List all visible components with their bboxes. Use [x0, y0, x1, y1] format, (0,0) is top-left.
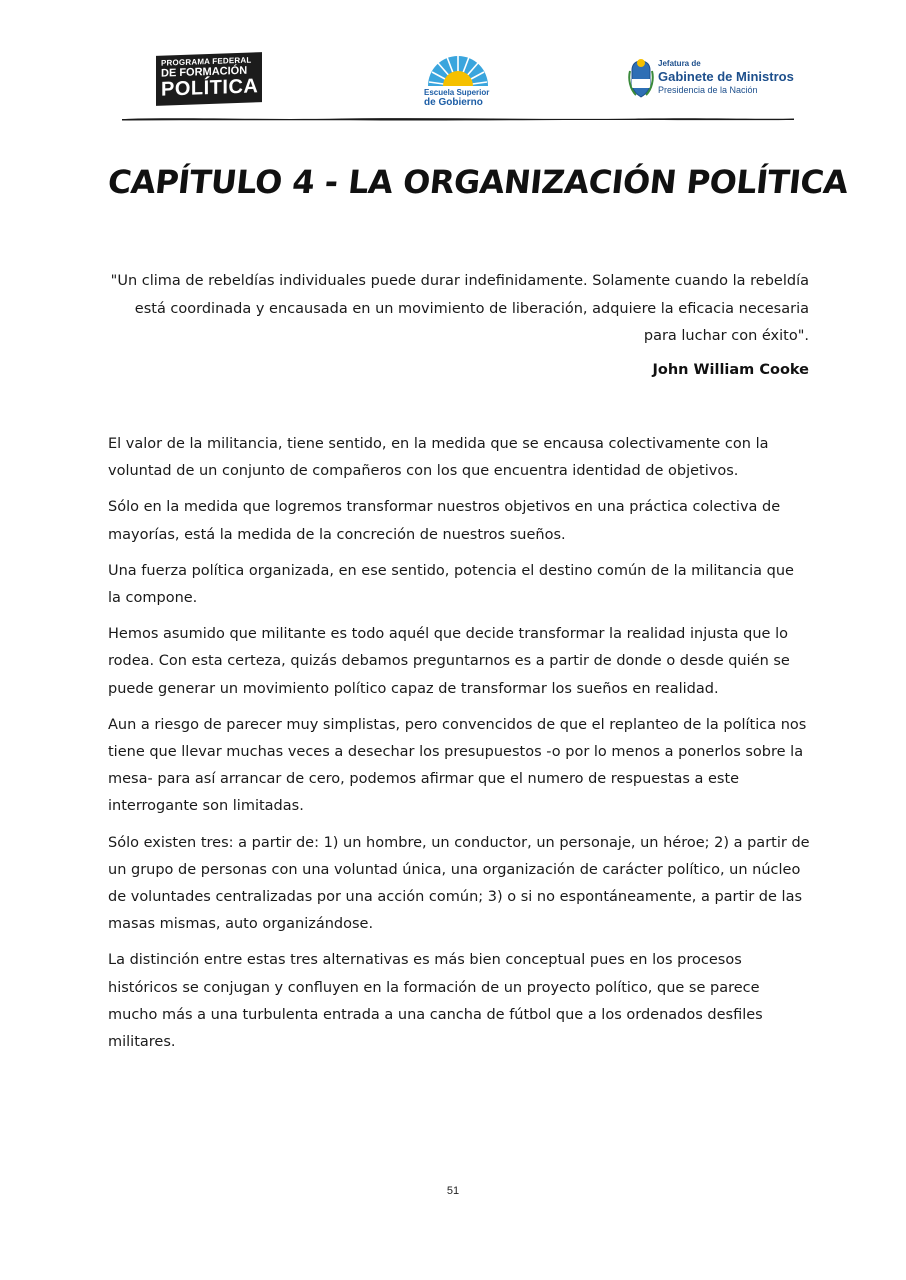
paragraph: La distinción entre estas tres alternativas es más bien conceptual pues en los procesos históricos se conjugan y confluyen en la formación de un proyecto político, que se parece mucho más a una turbulenta entrada a una cancha de fútbol que a los ordenados desfiles militares. [108, 952, 763, 1051]
page-header [0, 0, 906, 125]
chapter-title: CAPÍTULO 4 - LA ORGANIZACIÓN POLÍTICA [106, 163, 850, 201]
sun-rays-icon [420, 52, 495, 90]
header-divider [122, 116, 794, 121]
logo-pff-line1: PROGRAMA FEDERAL [161, 55, 252, 68]
logo-esg-line2: de Gobierno [424, 97, 483, 108]
epigraph-author: John William Cooke [652, 362, 809, 378]
logo-jgm-line1: Jefatura de [658, 59, 701, 68]
logo-pff-line3: POLÍTICA [161, 75, 259, 101]
coat-of-arms-icon [628, 57, 654, 99]
paragraph: El valor de la militancia, tiene sentido, en la medida que se encausa colectivamente con la voluntad de un conjunto de compañeros con los que encuentra identidad de objetivos. [108, 436, 769, 480]
page-number: 51 [446, 1185, 460, 1197]
body-text [108, 431, 810, 1065]
paragraph: Sólo en la medida que logremos transformar nuestros objetivos en una práctica colectiva de mayorías, está la medida de la concreción de nuestros sueños. [108, 499, 781, 543]
jefatura-gabinete-logo [628, 57, 794, 101]
paragraph: Sólo existen tres: a partir de: 1) un hombre, un conductor, un personaje, un héroe; 2) a partir de un grupo de personas con una voluntad única, una organización de carácter político, un núcleo de voluntades centralizadas por una acción común; 3) o si no espontáneamente, a partir de las masas mismas, auto organizándose. [108, 834, 810, 933]
programa-federal-logo [156, 52, 262, 106]
logo-jgm-line2: Gabinete de Ministros [658, 69, 794, 84]
logo-esg-line1: Escuela Superior [424, 88, 490, 97]
escuela-superior-logo [420, 52, 495, 110]
logo-jgm-line3: Presidencia de la Nación [658, 85, 758, 95]
epigraph-quote: "Un clima de rebeldías individuales puede durar indefinidamente. Solamente cuando la rebeldía está coordinada y encausada en un movimiento de liberación, adquiere la eficacia necesaria para luchar con éxito". [110, 273, 809, 344]
paragraph: Una fuerza política organizada, en ese sentido, potencia el destino común de la militancia que la compone. [108, 562, 794, 607]
paragraph: Hemos asumido que militante es todo aquél que decide transformar la realidad injusta que lo rodea. Con esta certeza, quizás debamos preguntarnos es a partir de donde o desde quién se puede generar un movimiento político capaz de transformar los sueños en realidad. [108, 626, 790, 697]
logo-pff-line2: DE FORMACIÓN [161, 64, 248, 80]
paragraph: Aun a riesgo de parecer muy simplistas, pero convencidos de que el replanteo de la política nos tiene que llevar muchas veces a desechar los presupuestos -o por lo menos a ponerlos sobre la mesa- para así arrancar de cero, podemos afirmar que el numero de respuestas a este interrogante son limitadas. [108, 716, 807, 815]
